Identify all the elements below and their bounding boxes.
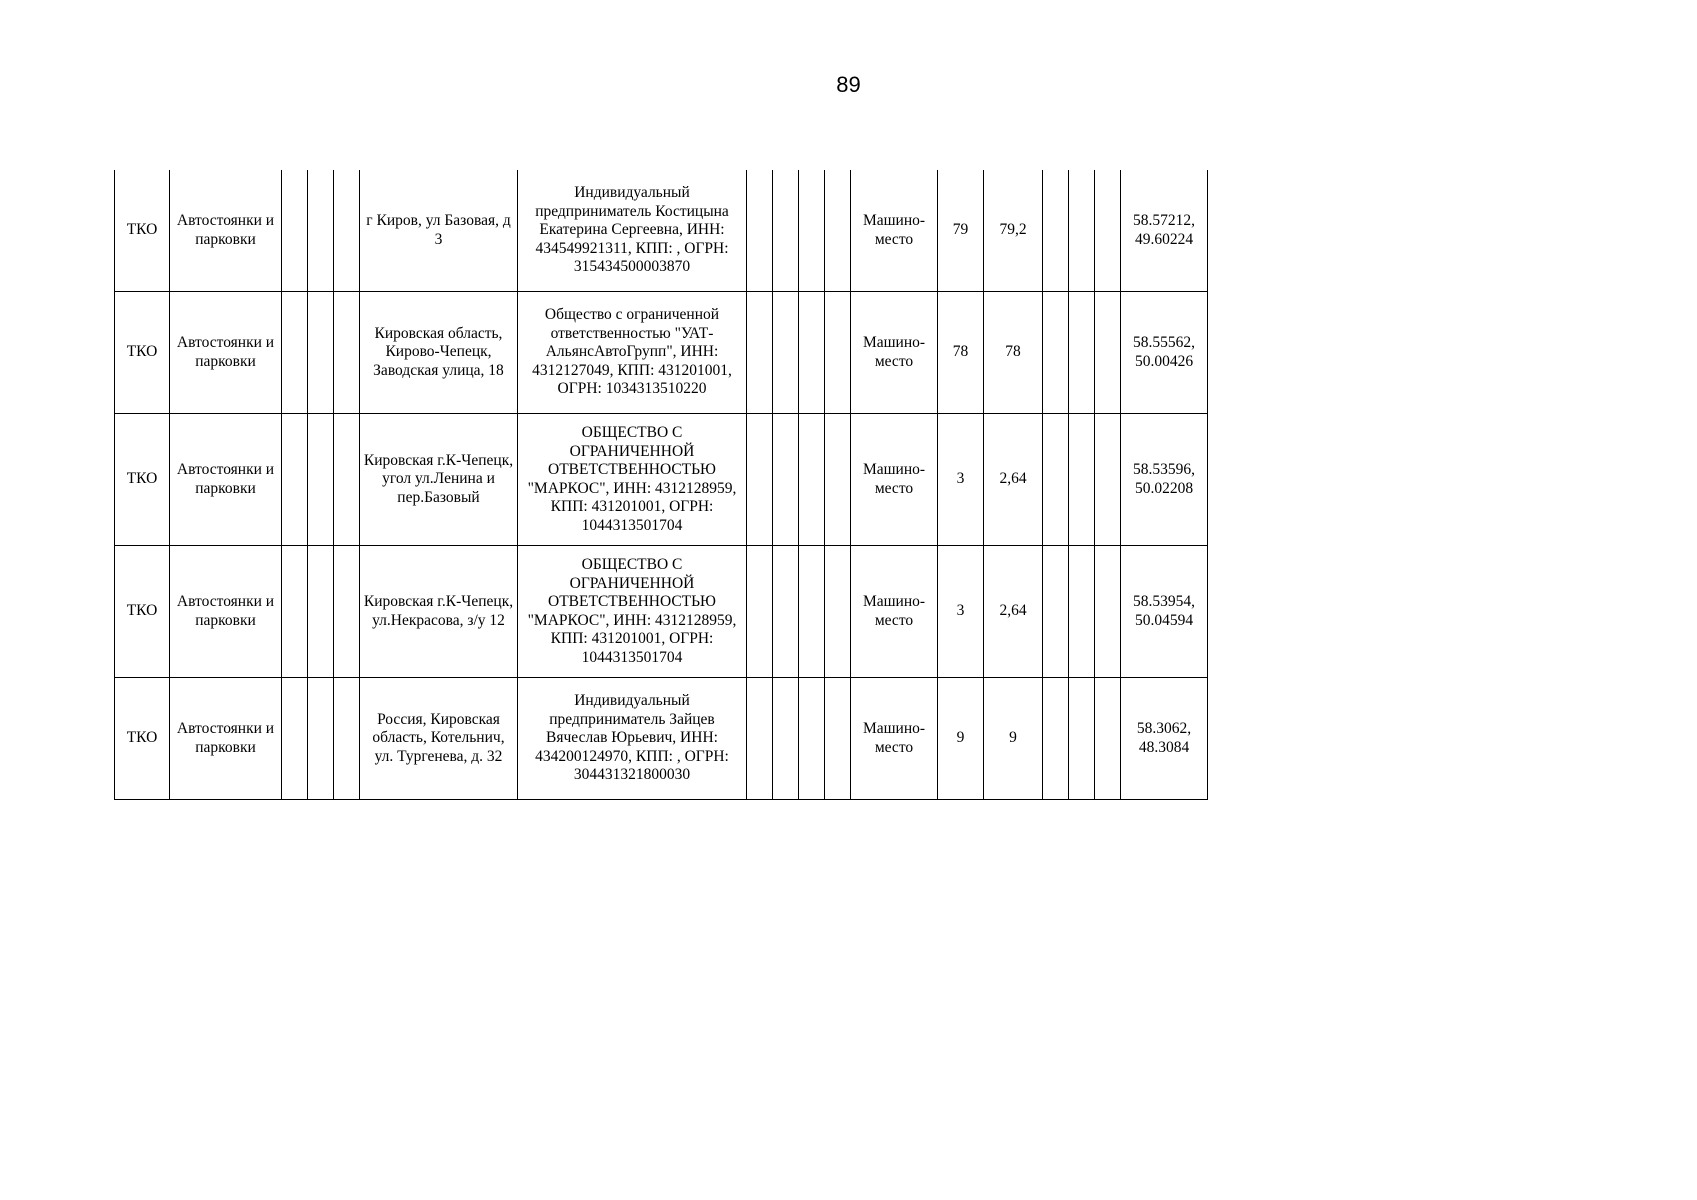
category-cell: Автостоянки и парковки <box>170 414 282 546</box>
address-cell: Россия, Кировская область, Котельнич, ул. Тургенева, д. 32 <box>360 678 518 800</box>
waste-type-cell: ТКО <box>115 678 170 800</box>
waste-type-cell: ТКО <box>115 292 170 414</box>
empty-cell <box>747 170 773 292</box>
empty-cell <box>747 414 773 546</box>
coordinates-cell: 58.55562, 50.00426 <box>1121 292 1208 414</box>
empty-cell <box>334 170 360 292</box>
volume-cell: 79,2 <box>984 170 1043 292</box>
category-cell: Автостоянки и парковки <box>170 170 282 292</box>
waste-type-cell: ТКО <box>115 170 170 292</box>
empty-cell <box>825 678 851 800</box>
quantity-cell: 9 <box>938 678 984 800</box>
empty-cell <box>282 678 308 800</box>
quantity-cell: 3 <box>938 546 984 678</box>
empty-cell <box>1095 678 1121 800</box>
quantity-cell: 3 <box>938 414 984 546</box>
category-cell: Автостоянки и парковки <box>170 292 282 414</box>
unit-cell: Машино-место <box>851 292 938 414</box>
organization-cell: ОБЩЕСТВО С ОГРАНИЧЕННОЙ ОТВЕТСТВЕННОСТЬЮ "МАРКОС", ИНН: 4312128959, КПП: 431201001, ОГРН: 1044313501704 <box>518 546 747 678</box>
waste-type-cell: ТКО <box>115 414 170 546</box>
organization-cell: Общество с ограниченной ответственностью "УАТ-АльянсАвтоГрупп", ИНН: 4312127049, КПП: 431201001, ОГРН: 1034313510220 <box>518 292 747 414</box>
empty-cell <box>825 546 851 678</box>
empty-cell <box>308 546 334 678</box>
empty-cell <box>1043 170 1069 292</box>
coordinates-cell: 58.3062, 48.3084 <box>1121 678 1208 800</box>
empty-cell <box>334 414 360 546</box>
empty-cell <box>799 414 825 546</box>
empty-cell <box>308 678 334 800</box>
quantity-cell: 79 <box>938 170 984 292</box>
quantity-cell: 78 <box>938 292 984 414</box>
empty-cell <box>1069 678 1095 800</box>
empty-cell <box>1069 546 1095 678</box>
empty-cell <box>282 414 308 546</box>
empty-cell <box>308 292 334 414</box>
empty-cell <box>334 678 360 800</box>
address-cell: Кировская г.К-Чепецк, ул.Некрасова, з/у 12 <box>360 546 518 678</box>
unit-cell: Машино-место <box>851 546 938 678</box>
unit-cell: Машино-место <box>851 170 938 292</box>
empty-cell <box>1095 546 1121 678</box>
empty-cell <box>1043 546 1069 678</box>
empty-cell <box>308 170 334 292</box>
empty-cell <box>282 292 308 414</box>
empty-cell <box>334 546 360 678</box>
empty-cell <box>747 292 773 414</box>
waste-type-cell: ТКО <box>115 546 170 678</box>
empty-cell <box>773 678 799 800</box>
organization-cell: Индивидуальный предприниматель Костицына Екатерина Сергеевна, ИНН: 434549921311, КПП: , ОГРН: 315434500003870 <box>518 170 747 292</box>
table-row <box>115 292 1208 414</box>
empty-cell <box>1069 292 1095 414</box>
empty-cell <box>773 546 799 678</box>
category-cell: Автостоянки и парковки <box>170 678 282 800</box>
page-number: 89 <box>836 72 861 97</box>
empty-cell <box>1069 414 1095 546</box>
waste-sites-table <box>114 170 1208 800</box>
table-row <box>115 414 1208 546</box>
organization-cell: Индивидуальный предприниматель Зайцев Вячеслав Юрьевич, ИНН: 434200124970, КПП: , ОГРН: 304431321800030 <box>518 678 747 800</box>
empty-cell <box>825 292 851 414</box>
empty-cell <box>1095 170 1121 292</box>
empty-cell <box>773 170 799 292</box>
table-row <box>115 546 1208 678</box>
empty-cell <box>799 678 825 800</box>
volume-cell: 9 <box>984 678 1043 800</box>
table-row <box>115 170 1208 292</box>
empty-cell <box>1069 170 1095 292</box>
empty-cell <box>1095 414 1121 546</box>
empty-cell <box>825 170 851 292</box>
empty-cell <box>1043 678 1069 800</box>
address-cell: Кировская г.К-Чепецк, угол ул.Ленина и пер.Базовый <box>360 414 518 546</box>
address-cell: Кировская область, Кирово-Чепецк, Заводская улица, 18 <box>360 292 518 414</box>
volume-cell: 2,64 <box>984 414 1043 546</box>
empty-cell <box>282 546 308 678</box>
empty-cell <box>799 292 825 414</box>
empty-cell <box>799 170 825 292</box>
empty-cell <box>308 414 334 546</box>
address-cell: г Киров, ул Базовая, д 3 <box>360 170 518 292</box>
empty-cell <box>747 546 773 678</box>
empty-cell <box>1043 292 1069 414</box>
table-row <box>115 678 1208 800</box>
volume-cell: 2,64 <box>984 546 1043 678</box>
unit-cell: Машино-место <box>851 414 938 546</box>
empty-cell <box>747 678 773 800</box>
empty-cell <box>1095 292 1121 414</box>
organization-cell: ОБЩЕСТВО С ОГРАНИЧЕННОЙ ОТВЕТСТВЕННОСТЬЮ "МАРКОС", ИНН: 4312128959, КПП: 431201001, ОГРН: 1044313501704 <box>518 414 747 546</box>
empty-cell <box>1043 414 1069 546</box>
empty-cell <box>334 292 360 414</box>
empty-cell <box>799 546 825 678</box>
volume-cell: 78 <box>984 292 1043 414</box>
empty-cell <box>773 292 799 414</box>
coordinates-cell: 58.53596, 50.02208 <box>1121 414 1208 546</box>
coordinates-cell: 58.53954, 50.04594 <box>1121 546 1208 678</box>
empty-cell <box>825 414 851 546</box>
empty-cell <box>773 414 799 546</box>
category-cell: Автостоянки и парковки <box>170 546 282 678</box>
unit-cell: Машино-место <box>851 678 938 800</box>
coordinates-cell: 58.57212, 49.60224 <box>1121 170 1208 292</box>
empty-cell <box>282 170 308 292</box>
